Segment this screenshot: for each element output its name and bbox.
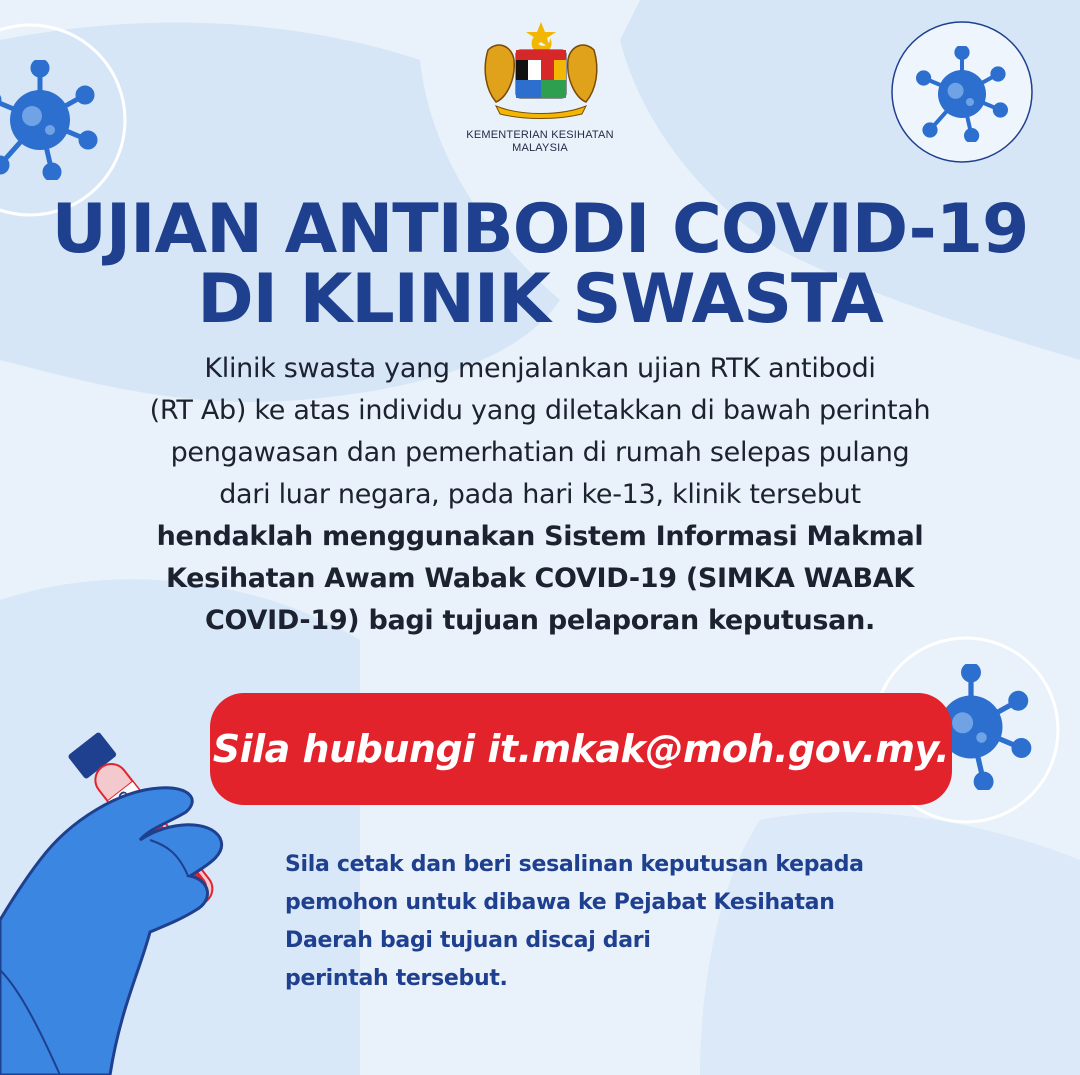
contact-email-text: Sila hubungi it.mkak@moh.gov.my. [212,727,950,771]
contact-banner [210,693,952,805]
page-title: DI KLINIK SWASTA [197,260,883,339]
footer-line: Daerah bagi tujuan discaj dari [285,928,651,953]
body-line: dari luar negara, pada hari ke-13, klinik tersebut [219,479,861,510]
malaysia-crest-icon [476,20,606,120]
body-line: Kesihatan Awam Wabak COVID-19 (SIMKA WABAK [165,563,915,594]
virus-icon [0,60,100,180]
footer-line: pemohon untuk dibawa ke Pejabat Kesihatan [285,890,835,915]
body-line: COVID-19) bagi tujuan pelaporan keputusan. [205,605,875,636]
ministry-line: MALAYSIA [512,142,568,154]
footer-line: perintah tersebut. [285,966,508,991]
body-line: pengawasan dan pemerhatian di rumah selepas pulang [170,437,910,468]
body-line: (RT Ab) ke atas individu yang diletakkan di bawah perintah [149,395,931,426]
body-line: Klinik swasta yang menjalankan ujian RTK antibodi [204,353,876,384]
body-line: hendaklah menggunakan Sistem Informasi Makmal [156,521,924,552]
footer-paragraph [285,846,925,998]
ministry-name [420,129,660,155]
page-title: UJIAN ANTIBODI COVID-19 [51,190,1029,269]
body-paragraph-bold [100,516,980,642]
ministry-line: KEMENTERIAN KESIHATAN [466,129,614,141]
footer-line: Sila cetak dan beri sesalinan keputusan kepada [285,852,864,877]
body-paragraph [100,348,980,516]
virus-icon [914,46,1010,142]
